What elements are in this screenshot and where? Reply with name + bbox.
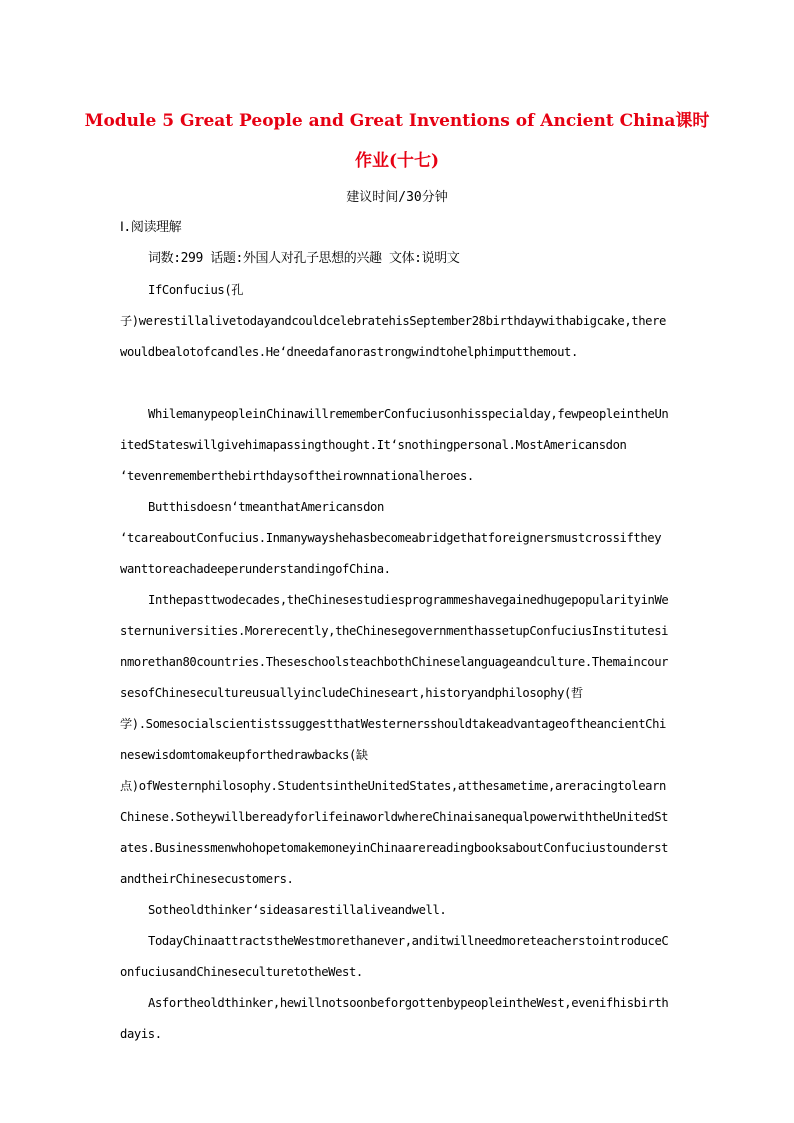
passage-line: andtheirChinesecustomers. [120, 872, 294, 886]
passage-line: dayis. [120, 1027, 162, 1041]
passage-line: itedStateswillgivehimapassingthought.It‘snothingpersonal.MostAmericansdon [120, 438, 627, 452]
passage-line: ‘tcareaboutConfucius.Inmanywayshehasbecomeabridgethatforeignersmustcrossifthey [120, 531, 662, 545]
passage-line: Butthisdoesn‘tmeanthatAmericansdon [148, 500, 384, 514]
section-heading: Ⅰ.阅读理解 [120, 220, 182, 235]
document-title-line1: Module 5 Great People and Great Inventions of Ancient China课时 [84, 111, 710, 131]
passage-line: ‘tevenrememberthebirthdaysoftheirownnationalheroes. [120, 469, 474, 483]
passage-line: 子)werestillalivetodayandcouldcelebratehisSeptember28birthdaywithabigcake,there [120, 314, 666, 328]
suggested-time: 建议时间/30分钟 [346, 190, 448, 205]
passage-line: wanttoreachadeeperunderstandingofChina. [120, 562, 391, 576]
document-title-line2: 作业(十七) [354, 151, 440, 171]
passage-line: wouldbealotofcandles.He‘dneedafanorastrongwindtohelphimputthemout. [120, 345, 578, 359]
passage-line: 点)ofWesternphilosophy.StudentsintheUnitedStates,atthesametime,areracingtolearn [120, 779, 666, 793]
passage-line: Sotheoldthinker‘sideasarestillaliveandwell. [148, 903, 447, 917]
passage-line: Chinese.SotheywillbereadyforlifeinaworldwhereChinaisanequalpowerwiththeUnitedSt [120, 810, 669, 824]
passage-line: sternuniversities.Morerecently,theChinesegovernmenthassetupConfuciusInstitutesi [120, 624, 669, 638]
passage-line: nmorethan80countries.TheseschoolsteachbothChineselanguageandculture.Themaincour [120, 655, 669, 669]
passage-line: WhilemanypeopleinChinawillrememberConfuciusonhisspecialday,fewpeopleintheUn [148, 407, 669, 421]
passage-line: Inthepasttwodecades,theChinesestudiesprogrammeshavegainedhugepopularityinWe [148, 593, 669, 607]
passage-line: IfConfucius(孔 [148, 283, 244, 297]
passage-line: TodayChinaattractstheWestmorethanever,anditwillneedmoreteacherstointroduceC [148, 934, 669, 948]
passage-line: sesofChinesecultureusuallyincludeChineseart,historyandphilosophy(哲 [120, 686, 583, 700]
passage-line: nesewisdomtomakeupforthedrawbacks(缺 [120, 748, 368, 762]
passage-meta: 词数:299 话题:外国人对孔子思想的兴趣 文体:说明文 [148, 251, 460, 266]
passage-line: onfuciusandChineseculturetotheWest. [120, 965, 363, 979]
passage-line: 学).SomesocialscientistssuggestthatWesternersshouldtakeadvantageoftheancientChi [120, 717, 666, 731]
passage-line: Asfortheoldthinker,hewillnotsoonbeforgottenbypeopleintheWest,evenifhisbirth [148, 996, 669, 1010]
passage-line: ates.BusinessmenwhohopetomakemoneyinChinaarereadingbooksaboutConfuciustounderst [120, 841, 669, 855]
